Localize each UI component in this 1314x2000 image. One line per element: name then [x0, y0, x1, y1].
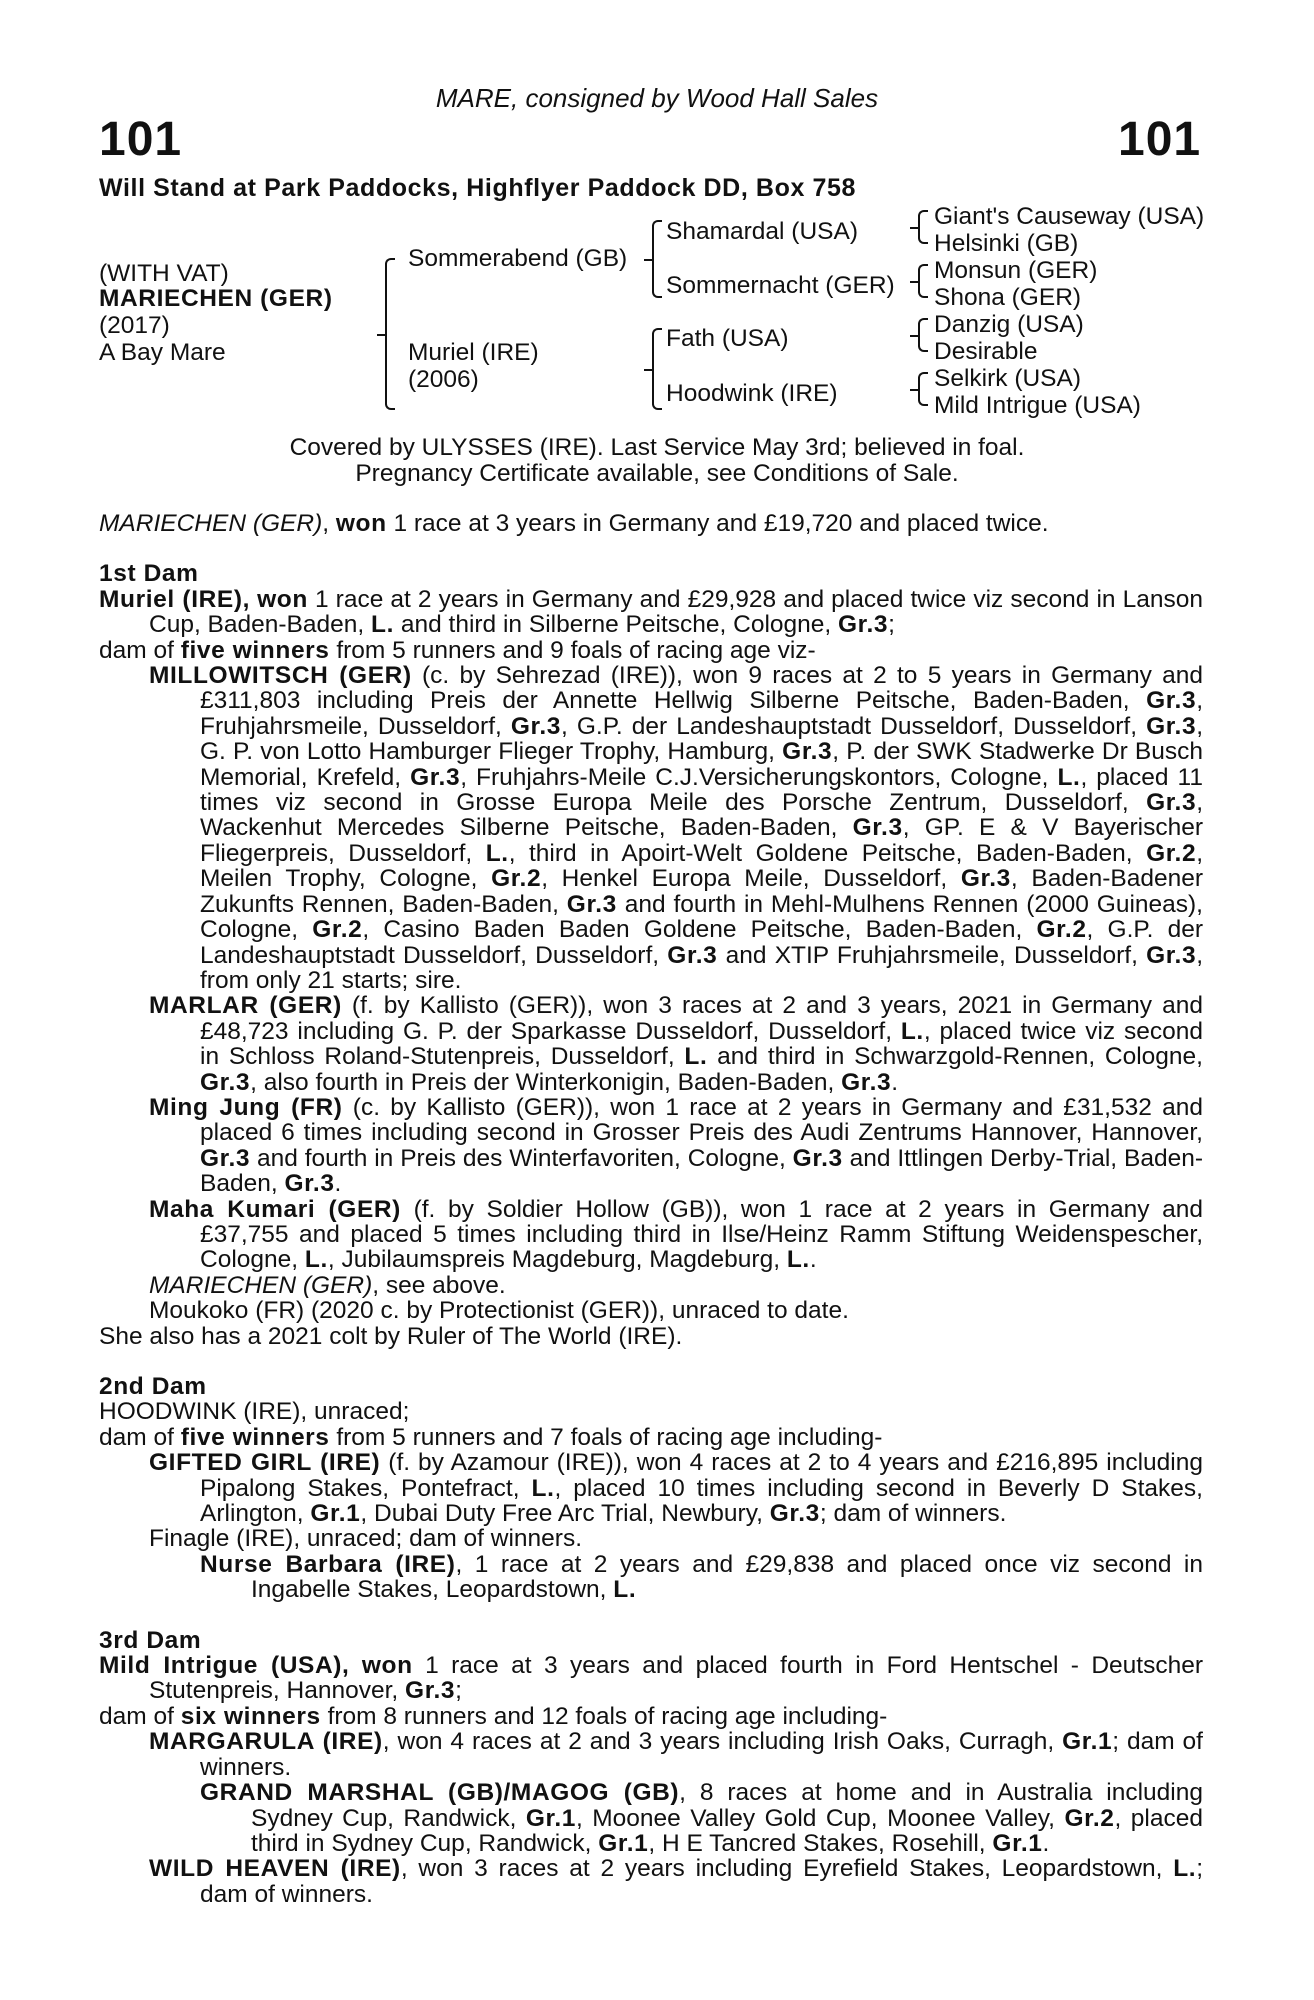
winners-count: six winners	[180, 1702, 321, 1730]
horse-year: (2017)	[99, 312, 170, 339]
grand-marshal-text: , 8 races at home and in Australia including Sydney Cup, Randwick,	[251, 1779, 1203, 1832]
second-dam-heading: 2nd Dam	[99, 1373, 207, 1400]
summary-won: won	[335, 510, 387, 537]
dam-of-rest: from 5 runners and 9 foals of racing age viz-	[329, 636, 816, 664]
maha-kumari-text: .	[809, 1246, 817, 1274]
hoodwink-line: HOODWINK (IRE), unraced;	[99, 1398, 410, 1426]
millowitsch-text: , placed 11 times viz second in Grosse Europa Meile des Porsche Zentrum, Dusseldorf,	[200, 763, 1203, 817]
pedigree-dam: Muriel (IRE)	[408, 339, 539, 366]
ming-jung-text: .	[334, 1170, 342, 1198]
group-mark: Gr.3	[510, 712, 561, 740]
millowitsch-text: and XTIP Fruhjahrsmeile, Dusseldorf,	[717, 941, 1147, 969]
gifted-girl-name: GIFTED GIRL (IRE)	[149, 1449, 381, 1477]
group-mark: Gr.2	[1064, 1804, 1115, 1832]
ming-jung-text: and Ittlingen Derby-Trial, Baden-Baden,	[200, 1144, 1203, 1198]
listed-mark: L.	[485, 839, 509, 867]
millowitsch-text: , Henkel Europa Meile, Dusseldorf,	[541, 865, 961, 893]
horse-name: MARIECHEN (GER)	[99, 285, 333, 312]
listed-mark: L.	[304, 1246, 328, 1274]
wild-heaven-paragraph	[99, 1856, 1203, 1907]
group-mark: Gr.3	[838, 611, 889, 639]
listed-mark: L.	[531, 1474, 555, 1502]
group-mark: Gr.1	[992, 1829, 1043, 1857]
gifted-girl-text: ; dam of winners.	[819, 1500, 1007, 1528]
margarula-text: ; dam of winners.	[200, 1728, 1203, 1781]
pedigree-dam-dam: Hoodwink (IRE)	[666, 380, 838, 407]
dam-of-label: dam of	[99, 1702, 181, 1730]
millowitsch-paragraph	[99, 663, 1203, 993]
pedigree-brace-ds	[918, 318, 928, 352]
pedigree-dam-year: (2006)	[408, 366, 479, 393]
pedigree-sire-sire: Shamardal (USA)	[666, 218, 858, 245]
group-mark: Gr.3	[852, 814, 903, 842]
pedigree-sire-dam: Sommernacht (GER)	[666, 272, 895, 299]
pedigree-ssd: Helsinki (GB)	[934, 230, 1079, 257]
dam-of-label: dam of	[99, 636, 181, 664]
catalogue-body	[99, 511, 1203, 1907]
dam1-dam-of	[99, 638, 1203, 663]
margarula-text: , won 4 races at 2 and 3 years including Irish Oaks, Curragh,	[382, 1728, 1063, 1756]
wild-heaven-name: WILD HEAVEN (IRE)	[149, 1855, 401, 1883]
gifted-girl-text: , placed 10 times including second in Beverly D Stakes, Arlington,	[200, 1474, 1203, 1528]
group-mark: Gr.1	[310, 1500, 361, 1528]
listed-mark: L.	[900, 1017, 924, 1045]
dam-of-rest: from 5 runners and 7 foals of racing age including-	[329, 1423, 883, 1451]
group-mark: Gr.3	[1146, 941, 1197, 969]
mild-intrigue-text: 1 race at 3 years and placed fourth in Ford Hentschel - Deutscher Stutenpreis, Hannover,	[149, 1652, 1203, 1705]
muriel-text-2: and third in Silberne Peitsche, Cologne,	[394, 611, 839, 639]
winners-count: five winners	[180, 1423, 330, 1451]
ming-jung-paragraph	[99, 1095, 1203, 1197]
millowitsch-text: , third in Apoirt-Welt Goldene Peitsche, Baden-Baden,	[508, 839, 1147, 867]
group-mark: Gr.2	[312, 916, 363, 944]
group-mark: Gr.3	[1146, 687, 1197, 715]
mild-intrigue-paragraph	[99, 1653, 1203, 1704]
group-mark: Gr.3	[1146, 789, 1197, 817]
moukoko-line: Moukoko (FR) (2020 c. by Protectionist (GER)), unraced to date.	[149, 1297, 849, 1325]
group-mark: Gr.2	[1146, 839, 1197, 867]
group-mark: Gr.3	[284, 1170, 335, 1198]
millowitsch-text: , Baden-Badener Zukunfts Rennen, Baden-Baden,	[200, 865, 1204, 918]
group-mark: Gr.3	[566, 890, 617, 918]
mariechen-ref-text: , see above.	[372, 1271, 506, 1299]
maha-kumari-text: , Jubilaumspreis Magdeburg, Magdeburg,	[327, 1246, 787, 1274]
gifted-girl-text: (f. by Azamour (IRE)), won 4 races at 2 to 4 years and £216,895 including Pipalong Stakes, Pontefract,	[200, 1449, 1204, 1502]
marlar-paragraph	[99, 993, 1203, 1095]
pedigree-brace-dam	[652, 328, 662, 410]
pedigree-dds: Selkirk (USA)	[934, 365, 1082, 392]
group-mark: Gr.3	[960, 865, 1011, 893]
grand-marshal-text: .	[1042, 1829, 1050, 1857]
nurse-barbara-text: , 1 race at 2 years and £29,838 and placed once viz second in Ingabelle Stakes, Leopardstown,	[251, 1550, 1203, 1604]
pedigree-sds: Monsun (GER)	[934, 257, 1098, 284]
lot-number-right: 101	[1118, 113, 1202, 166]
colt-line: She also has a 2021 colt by Ruler of The World (IRE).	[99, 1322, 683, 1350]
pedigree-brace-sd	[918, 264, 928, 298]
millowitsch-text: , G. P. von Lotto Hamburger Flieger Trophy, Hamburg,	[200, 712, 1203, 766]
dam-of-rest: from 8 runners and 12 foals of racing age including-	[320, 1702, 888, 1730]
finagle-line: Finagle (IRE), unraced; dam of winners.	[149, 1525, 583, 1553]
listed-mark: L.	[684, 1043, 708, 1071]
pedigree-sss: Giant's Causeway (USA)	[934, 203, 1205, 230]
ming-jung-text: and fourth in Preis des Winterfavoriten, Cologne,	[250, 1144, 793, 1172]
group-mark: Gr.3	[410, 763, 461, 791]
millowitsch-text: , Fruhjahrsmeile, Dusseldorf,	[200, 687, 1203, 740]
listed-mark: L.	[371, 611, 395, 639]
ming-jung-text: (c. by Kallisto (GER)), won 1 race at 2 years in Germany and £31,532 and placed 6 times including second in Grosser Preis des Audi Zentrums Hannover, Hannover,	[200, 1093, 1203, 1147]
consignor-line: MARE, consigned by Wood Hall Sales	[435, 83, 879, 113]
summary-horse-name: MARIECHEN (GER)	[99, 510, 323, 537]
pedigree-brace-sire	[652, 220, 662, 298]
covered-line-1: Covered by ULYSSES (IRE). Last Service May 3rd; believed in foal.	[289, 434, 1025, 461]
listed-mark: L.	[613, 1576, 637, 1604]
dam-of-label: dam of	[99, 1423, 181, 1451]
gifted-girl-paragraph	[99, 1450, 1203, 1526]
marlar-text: , also fourth in Preis der Winterkonigin, Baden-Baden,	[250, 1068, 842, 1096]
listed-mark: L.	[786, 1246, 810, 1274]
mariechen-ref-name: MARIECHEN (GER)	[149, 1271, 373, 1299]
group-mark: Gr.3	[769, 1500, 820, 1528]
group-mark: Gr.3	[792, 1144, 843, 1172]
listed-mark: L.	[1057, 763, 1081, 791]
millowitsch-text: , G.P. der Landeshauptstadt Dusseldorf, Dusseldorf,	[560, 712, 1147, 740]
nurse-barbara-name: Nurse Barbara (IRE)	[200, 1550, 456, 1578]
millowitsch-name: MILLOWITSCH (GER)	[149, 662, 412, 690]
summary-text: 1 race at 3 years in Germany and £19,720 and placed twice.	[386, 510, 1049, 537]
maha-kumari-paragraph	[99, 1197, 1203, 1273]
third-dam-heading: 3rd Dam	[99, 1626, 202, 1654]
winners-count: five winners	[180, 636, 330, 664]
group-mark: Gr.1	[1062, 1728, 1113, 1756]
first-dam-heading: 1st Dam	[99, 560, 199, 588]
listed-mark: L.	[1173, 1855, 1197, 1883]
grand-marshal-text: , H E Tancred Stakes, Rosehill,	[648, 1829, 993, 1857]
nurse-barbara-paragraph	[99, 1552, 1203, 1603]
millowitsch-text: , GP. E & V Bayerischer Fliegerpreis, Dusseldorf,	[200, 814, 1203, 867]
group-mark: Gr.2	[491, 865, 542, 893]
pedigree-dsd: Desirable	[934, 338, 1038, 365]
pedigree-dss: Danzig (USA)	[934, 311, 1084, 338]
millowitsch-text: (c. by Sehrezad (IRE)), won 9 races at 2 to 5 years in Germany and £311,803 including Preis der Annette Hellwig Silberne Peitsche, Baden-Baden,	[200, 662, 1203, 715]
margarula-name: MARGARULA (IRE)	[149, 1728, 383, 1756]
millowitsch-text: , Fruhjahrs-Meile C.J.Versicherungskontors, Cologne,	[460, 763, 1058, 791]
mariechen-reference	[99, 1273, 1203, 1298]
group-mark: Gr.3	[782, 738, 833, 766]
millowitsch-text: , from only 21 starts; sire.	[200, 941, 1203, 994]
vat-note: (WITH VAT)	[99, 260, 229, 287]
ming-jung-name: Ming Jung (FR)	[149, 1093, 343, 1121]
horse-description: A Bay Mare	[99, 339, 226, 366]
grand-marshal-text: , Moonee Valley Gold Cup, Moonee Valley,	[575, 1804, 1065, 1832]
millowitsch-text: and fourth in Mehl-Mulhens Rennen (2000 Guineas), Cologne,	[200, 890, 1203, 944]
group-mark: Gr.1	[598, 1829, 649, 1857]
pedigree-dam-sire: Fath (USA)	[666, 325, 789, 352]
covered-line-2: Pregnancy Certificate available, see Conditions of Sale.	[355, 460, 959, 487]
marlar-text: (f. by Kallisto (GER)), won 3 races at 2 and 3 years, 2021 in Germany and £48,723 including G. P. der Sparkasse Dusseldorf, Dusseldorf,	[200, 992, 1204, 1045]
maha-kumari-name: Maha Kumari (GER)	[149, 1195, 401, 1223]
pedigree-brace-main	[385, 258, 395, 410]
millowitsch-text: , Wackenhut Mercedes Silberne Peitsche, Baden-Baden,	[200, 789, 1203, 842]
stand-location: Will Stand at Park Paddocks, Highflyer Paddock DD, Box 758	[99, 174, 857, 202]
pedigree-brace-ss	[918, 210, 928, 244]
grand-marshal-name: GRAND MARSHAL (GB)/MAGOG (GB)	[200, 1779, 680, 1807]
muriel-end: ;	[888, 611, 895, 639]
margarula-paragraph	[99, 1729, 1203, 1780]
marlar-text: , placed twice viz second in Schloss Roland-Stutenpreis, Dusseldorf,	[200, 1017, 1203, 1071]
dam2-dam-of	[99, 1425, 1203, 1450]
pedigree-brace-dd	[918, 372, 928, 406]
mild-intrigue-text: ;	[455, 1677, 462, 1705]
group-mark: Gr.3	[200, 1068, 251, 1096]
maha-kumari-text: (f. by Soldier Hollow (GB)), won 1 race at 2 years in Germany and £37,755 and placed 5 times including third in Ilse/Heinz Ramm Stiftung Weidenspescher, Cologne,	[200, 1195, 1203, 1274]
group-mark: Gr.3	[841, 1068, 892, 1096]
pedigree-sire: Sommerabend (GB)	[408, 245, 628, 272]
mild-intrigue-won: won	[361, 1652, 413, 1680]
grand-marshal-paragraph	[99, 1780, 1203, 1856]
mild-intrigue-name: Mild Intrigue (USA),	[99, 1652, 350, 1680]
millowitsch-text: , G.P. der Landeshauptstadt Dusseldorf, Dusseldorf,	[200, 916, 1203, 969]
wild-heaven-text: , won 3 races at 2 years including Eyrefield Stakes, Leopardstown,	[400, 1855, 1174, 1883]
millowitsch-text: , Casino Baden Baden Goldene Peitsche, Baden-Baden,	[362, 916, 1037, 944]
gifted-girl-text: , Dubai Duty Free Arc Trial, Newbury,	[360, 1500, 770, 1528]
group-mark: Gr.3	[667, 941, 718, 969]
lot-number-left: 101	[99, 113, 183, 166]
millowitsch-text: , P. der SWK Stadwerke Dr Busch Memorial, Krefeld,	[200, 738, 1203, 791]
marlar-text: .	[891, 1068, 899, 1096]
muriel-paragraph	[99, 587, 1203, 638]
group-mark: Gr.1	[525, 1804, 576, 1832]
muriel-won: won	[257, 585, 308, 613]
group-mark: Gr.3	[1146, 712, 1197, 740]
millowitsch-text: , Meilen Trophy, Cologne,	[200, 839, 1203, 893]
wild-heaven-text: ; dam of winners.	[200, 1855, 1203, 1908]
marlar-text: and third in Schwarzgold-Rennen, Cologne,	[707, 1043, 1203, 1071]
muriel-name: Muriel (IRE),	[99, 585, 250, 613]
muriel-text: 1 race at 2 years in Germany and £29,928 and placed twice viz second in Lanson Cup, Baden-Baden,	[149, 585, 1203, 639]
pedigree-sdd: Shona (GER)	[934, 284, 1082, 311]
pedigree-ddd: Mild Intrigue (USA)	[934, 392, 1141, 419]
group-mark: Gr.2	[1036, 916, 1087, 944]
dam3-dam-of	[99, 1704, 1203, 1729]
group-mark: Gr.3	[200, 1144, 251, 1172]
grand-marshal-text: , placed third in Sydney Cup, Randwick,	[251, 1804, 1204, 1857]
summary-paragraph: MARIECHEN (GER), won 1 race at 3 years in Germany and £19,720 and placed twice.	[99, 510, 1049, 537]
group-mark: Gr.3	[405, 1677, 456, 1705]
marlar-name: MARLAR (GER)	[149, 992, 342, 1020]
